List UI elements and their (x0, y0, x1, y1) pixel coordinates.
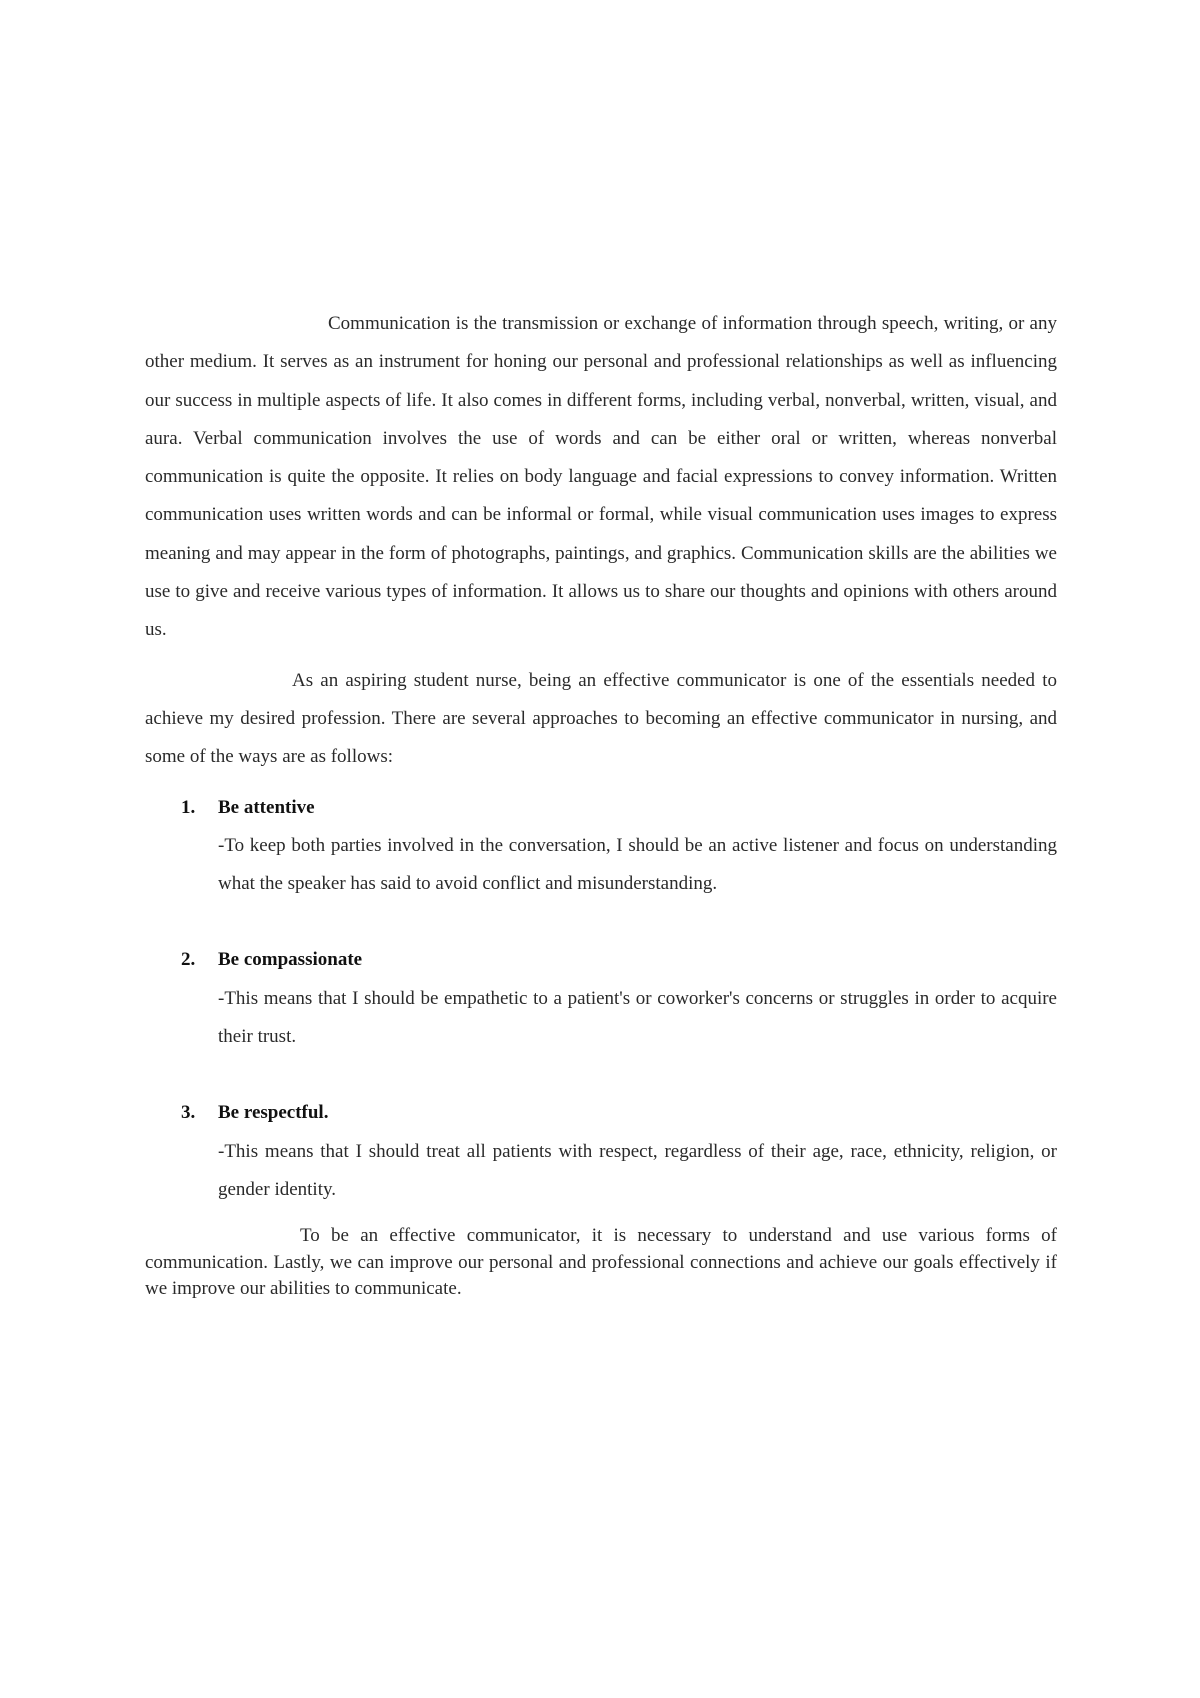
approaches-list (145, 789, 1057, 1210)
list-item (145, 789, 1057, 904)
list-item (145, 941, 1057, 1056)
list-item-description: -To keep both parties involved in the conversation, I should be an active listener and focus on understanding what the speaker has said to avoid conflict and misunderstanding. (218, 834, 1057, 895)
list-item-title: Be compassionate (218, 949, 363, 971)
closing-paragraph: To be an effective communicator, it is necessary to understand and use various forms of communication. Lastly, we can improve our personal and professional connections and achieve our goals effectively if we improve our abilities to communicate. (145, 1225, 1057, 1300)
document-body (145, 305, 1057, 1303)
list-item-number: 3. (181, 1102, 196, 1124)
list-item-description: -This means that I should be empathetic to a patient's or coworker's concerns or struggles in order to acquire their trust. (218, 987, 1057, 1048)
list-item (145, 1094, 1057, 1209)
list-item-number: 1. (181, 796, 196, 818)
list-item-number: 2. (181, 949, 196, 971)
list-item-title: Be respectful. (218, 1102, 329, 1124)
list-item-description: -This means that I should treat all patients with respect, regardless of their age, race, ethnicity, religion, or gender identity. (218, 1140, 1057, 1200)
list-item-title: Be attentive (218, 796, 315, 818)
student-nurse-paragraph: As an aspiring student nurse, being an effective communicator is one of the essentials needed to achieve my desired profession. There are several approaches to becoming an effective communicator in nursing, and some of the ways are as follows: (145, 669, 1057, 768)
intro-paragraph: Communication is the transmission or exchange of information through speech, writing, or any other medium. It serves as an instrument for honing our personal and professional relationships as well as influencing our success in multiple aspects of life. It also comes in different forms, including verbal, nonverbal, written, visual, and aura. Verbal communication involves the use of words and can be either oral or written, whereas nonverbal communication is quite the opposite. It relies on body language and facial expressions to convey information. Written communication uses written words and can be informal or formal, while visual communication uses images to express meaning and may appear in the form of photographs, paintings, and graphics. Communication skills are the abilities we use to give and receive various types of information. It allows us to share our thoughts and opinions with others around us. (145, 313, 1057, 641)
